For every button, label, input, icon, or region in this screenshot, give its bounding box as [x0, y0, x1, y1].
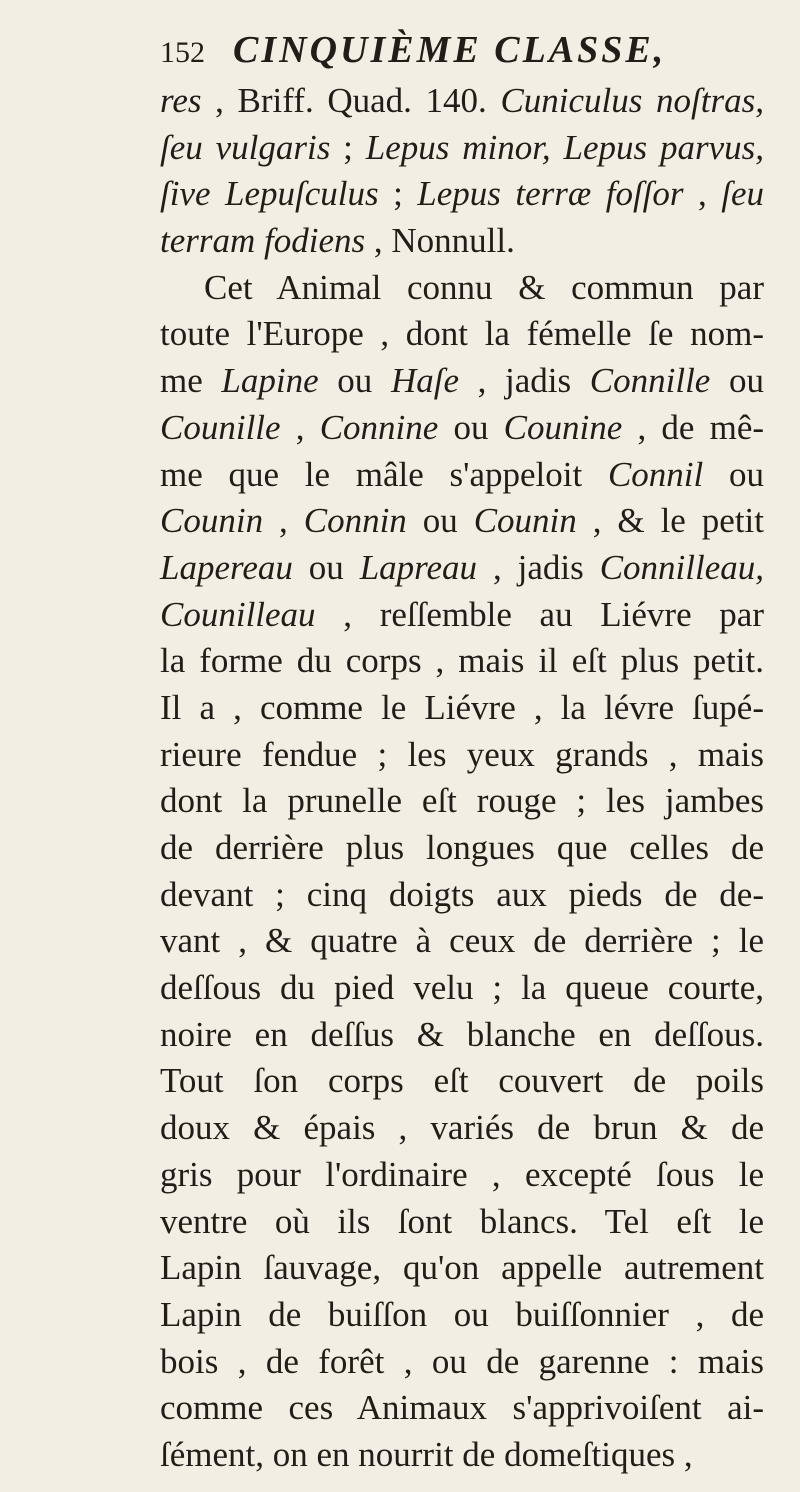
- text-segment: ou: [710, 361, 764, 401]
- text-line: [160, 171, 764, 218]
- running-head: CINQUIÈME CLASSE,: [233, 29, 667, 71]
- italic-segment: Haſe: [390, 361, 459, 401]
- text-segment: gris pour l'ordinaire , excepté ſous le: [160, 1154, 764, 1194]
- italic-segment: Counin: [473, 501, 577, 541]
- italic-segment: Connine: [319, 407, 439, 447]
- italic-segment: terram fodiens: [160, 221, 366, 261]
- italic-segment: Counilleau: [160, 594, 316, 634]
- text-segment: ,: [263, 501, 304, 541]
- text-segment: toute l'Europe , dont la fémelle ſe nom-: [160, 314, 764, 354]
- text-line: [160, 685, 764, 732]
- text-segment: ou: [292, 547, 360, 587]
- italic-segment: Lapine: [221, 361, 319, 401]
- text-line: [160, 1152, 764, 1199]
- text-segment: ou: [438, 407, 504, 447]
- text-line: [160, 965, 764, 1012]
- text-segment: Lapin de buiſſon ou buiſſonnier , de: [160, 1294, 764, 1334]
- text-line: [160, 218, 764, 265]
- text-segment: Il a , comme le Liévre , la lévre ſupé-: [160, 687, 764, 727]
- text-line: [160, 872, 764, 919]
- text-segment: , reſſemble au Liévre par: [315, 594, 764, 634]
- text-line: [160, 405, 764, 452]
- text-segment: noire en deſſus & blanche en deſſous.: [160, 1014, 764, 1054]
- text-line: [160, 498, 764, 545]
- text-segment: me que le mâle s'appeloit: [160, 454, 608, 494]
- italic-segment: Connin: [303, 501, 407, 541]
- text-line: [160, 1292, 764, 1339]
- text-segment: deſſous du pied velu ; la queue courte,: [160, 968, 764, 1008]
- text-segment: ou: [318, 361, 391, 401]
- text-segment: , jadis: [477, 547, 600, 587]
- italic-segment: Connilleau,: [599, 547, 764, 587]
- text-line: [160, 78, 764, 125]
- italic-segment: Connille: [589, 361, 711, 401]
- text-line: [160, 1245, 764, 1292]
- text-segment: , jadis: [458, 361, 590, 401]
- text-segment: , de mê-: [622, 407, 765, 447]
- text-segment: Lapin ſauvage, qu'on appelle autrement: [160, 1248, 764, 1288]
- text-segment: dont la prunelle eſt rouge ; les jambes: [160, 781, 764, 821]
- italic-segment: ſeu vulgaris: [160, 127, 331, 167]
- text-line: [160, 1432, 764, 1479]
- text-line: [160, 1058, 764, 1105]
- text-line: [160, 1105, 764, 1152]
- italic-segment: Lapereau: [160, 547, 293, 587]
- italic-segment: Counin: [160, 501, 264, 541]
- page-header: [160, 28, 764, 78]
- text-segment: ventre où ils ſont blancs. Tel eſt le: [160, 1201, 764, 1241]
- italic-segment: ſive Lepuſculus: [160, 174, 379, 214]
- text-segment: rieure fendue ; les yeux grands , mais: [160, 734, 764, 774]
- page-number: 152: [160, 36, 205, 69]
- text-line: [160, 358, 764, 405]
- text-segment: Tout ſon corps eſt couvert de poils: [160, 1061, 764, 1101]
- text-segment: vant , & quatre à ceux de derrière ; le: [160, 921, 764, 961]
- text-line: [160, 778, 764, 825]
- text-segment: , & le petit: [576, 501, 764, 541]
- text-line: [160, 825, 764, 872]
- text-segment: ſément, on en nourrit de domeſtiques ,: [160, 1434, 693, 1474]
- text-segment: bois , de forêt , ou de garenne : mais: [160, 1341, 764, 1381]
- italic-segment: Counine: [503, 407, 623, 447]
- text-segment: la forme du corps , mais il eſt plus petit.: [160, 641, 764, 681]
- text-line: [160, 918, 764, 965]
- text-segment: , Nonnull.: [365, 221, 515, 261]
- text-segment: doux & épais , variés de brun & de: [160, 1108, 764, 1148]
- text-line: [160, 265, 764, 312]
- text-line: [160, 545, 764, 592]
- text-segment: ,: [683, 174, 722, 214]
- text-segment: ;: [330, 127, 366, 167]
- text-segment: Cet Animal connu & commun par: [204, 267, 764, 307]
- text-line: [160, 1385, 764, 1432]
- text-segment: comme ces Animaux s'apprivoiſent ai-: [160, 1388, 764, 1428]
- text-line: [160, 311, 764, 358]
- italic-segment: Lapreau: [359, 547, 478, 587]
- text-segment: ou: [703, 454, 764, 494]
- text-line: [160, 732, 764, 779]
- text-line: [160, 125, 764, 172]
- italic-segment: Cuniculus noſtras,: [500, 81, 764, 120]
- body-text: [160, 78, 764, 1479]
- text-segment: ;: [378, 174, 418, 214]
- italic-segment: Lepus terræ foſſor: [417, 174, 684, 214]
- text-line: [160, 592, 764, 639]
- italic-segment: ſeu: [721, 174, 764, 214]
- text-segment: de derrière plus longues que celles de: [160, 828, 764, 867]
- italic-segment: res: [160, 81, 202, 120]
- text-segment: ,: [280, 407, 320, 447]
- text-segment: ou: [406, 501, 474, 541]
- italic-segment: Connil: [607, 454, 704, 494]
- italic-segment: Lepus minor, Lepus parvus,: [365, 127, 765, 167]
- text-line: [160, 452, 764, 499]
- text-line: [160, 1012, 764, 1059]
- text-line: [160, 1199, 764, 1246]
- text-line: [160, 638, 764, 685]
- italic-segment: Counille: [160, 407, 281, 447]
- text-segment: me: [160, 361, 222, 401]
- text-line: [160, 1339, 764, 1386]
- text-segment: , Briff. Quad. 140.: [201, 81, 501, 120]
- text-segment: devant ; cinq doigts aux pieds de de-: [160, 874, 764, 914]
